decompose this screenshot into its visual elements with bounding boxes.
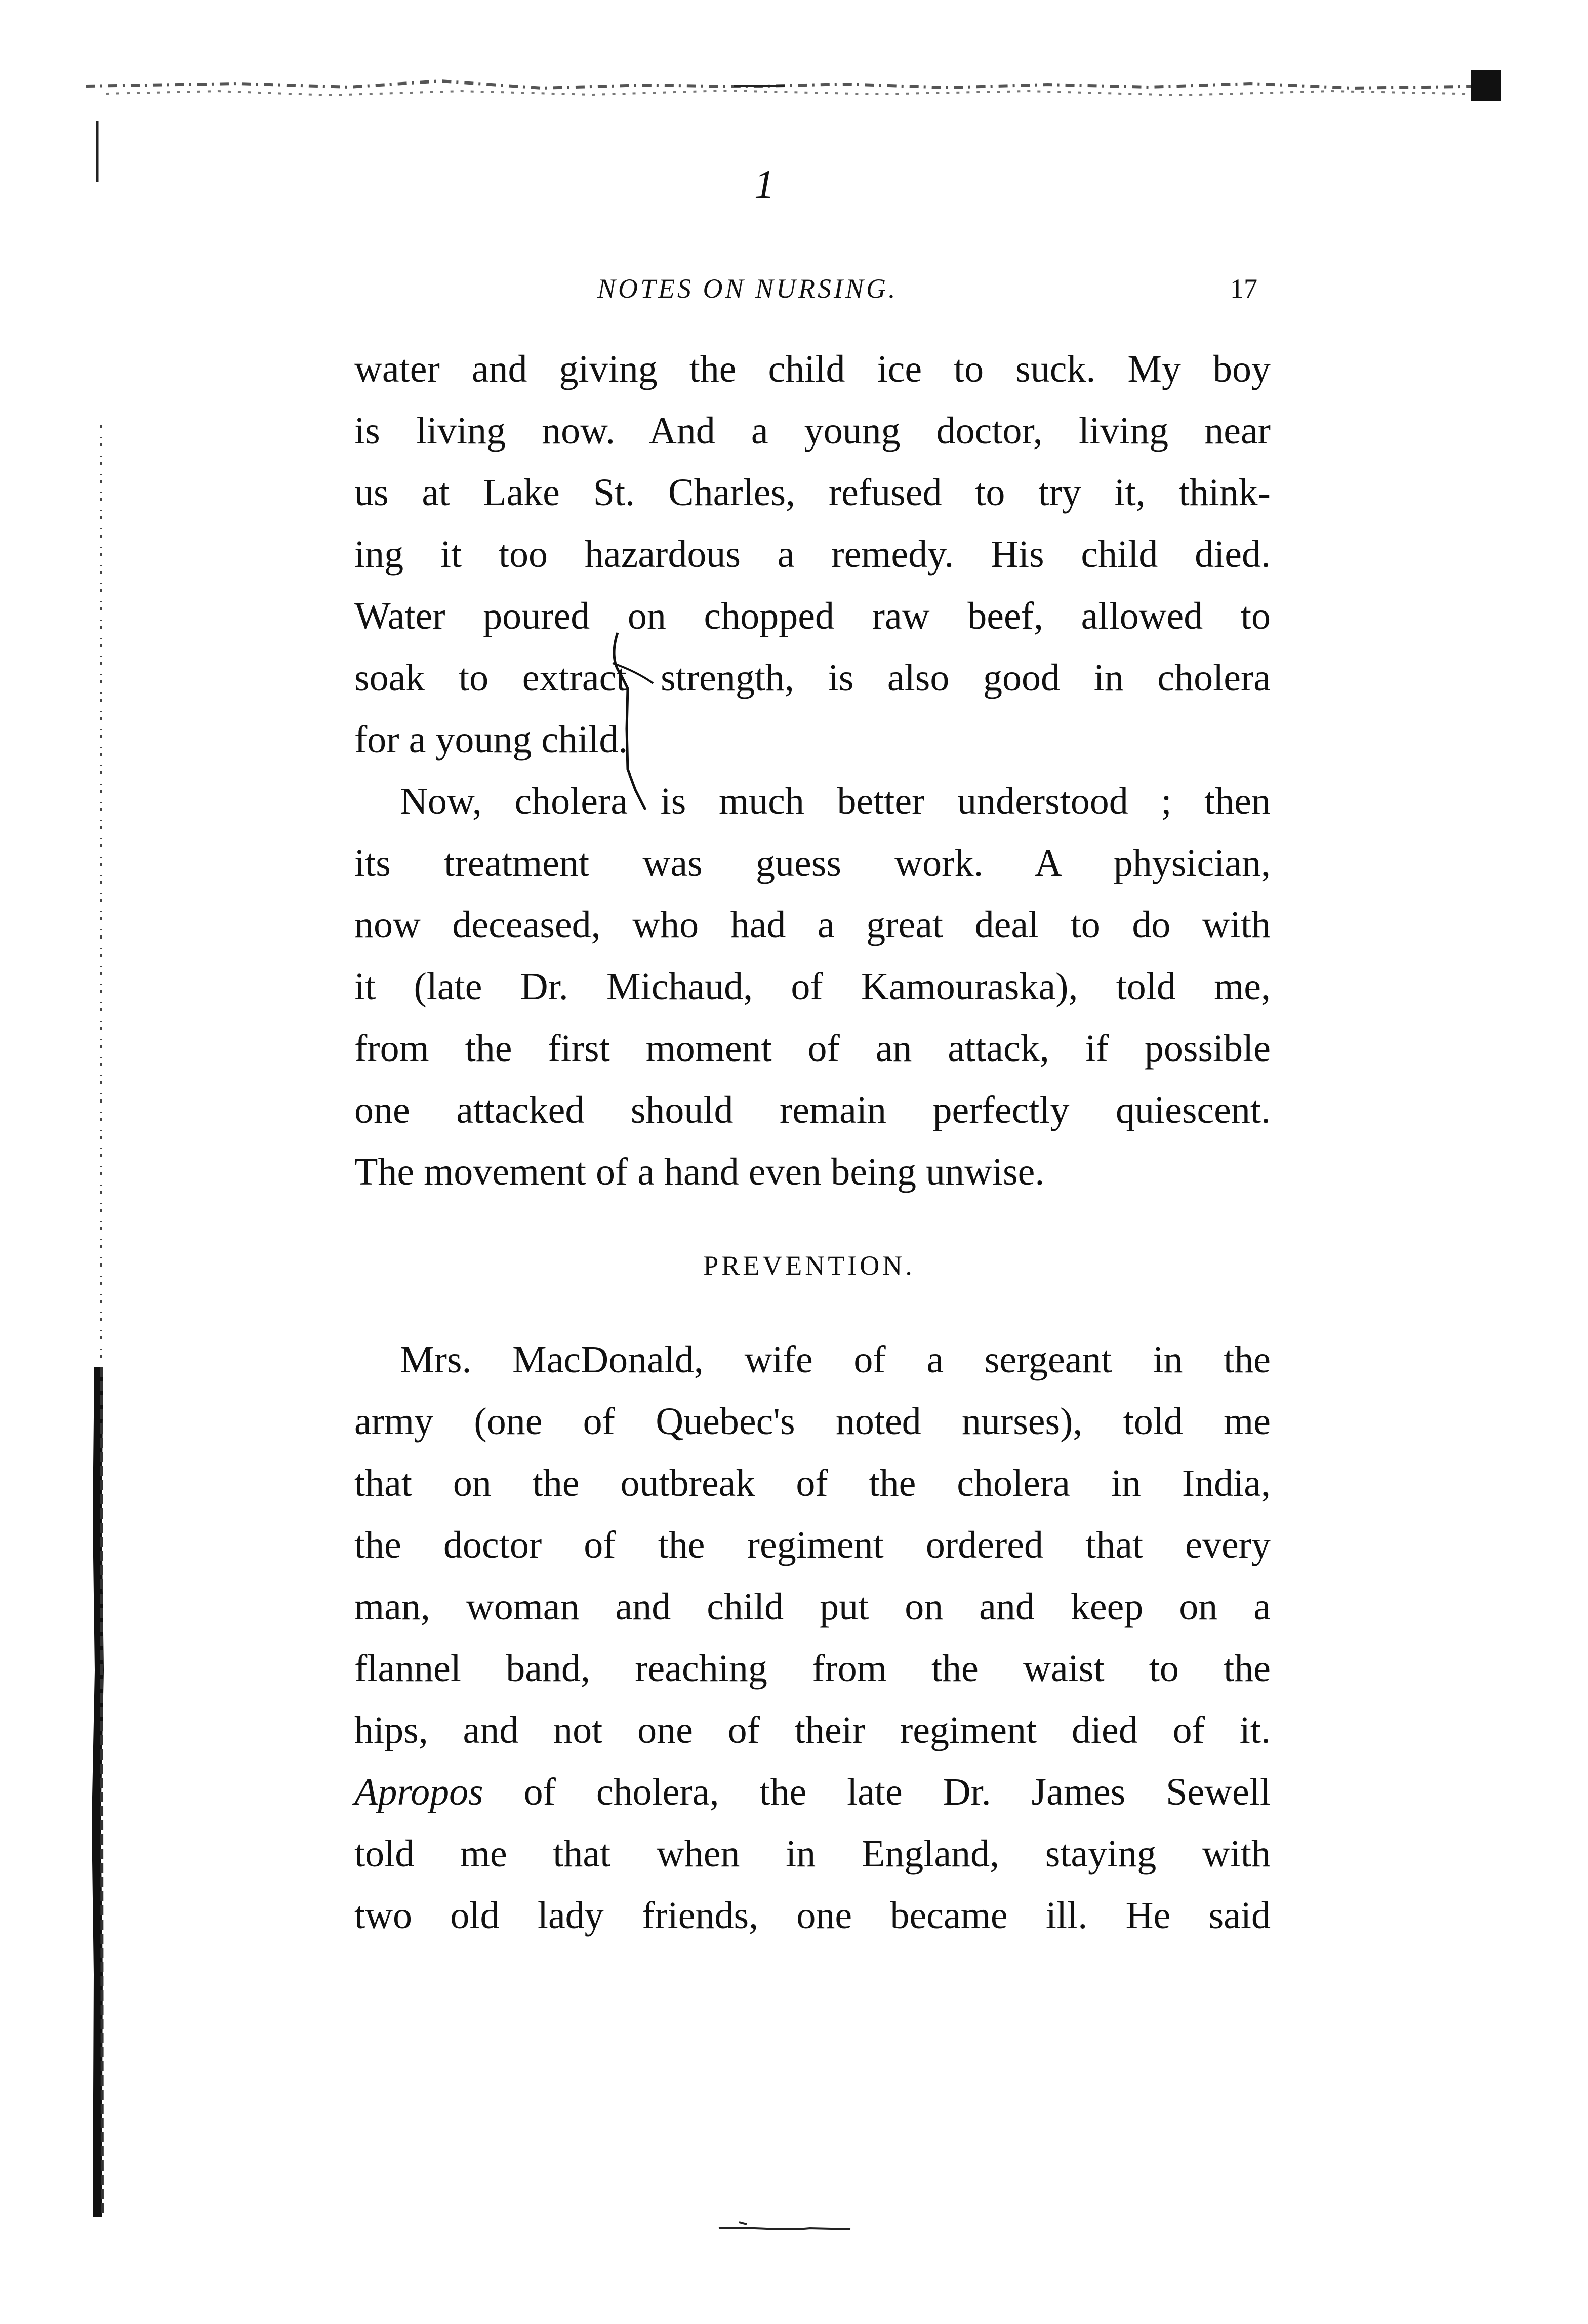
running-head bbox=[0, 268, 1588, 309]
text-line: hips, and not one of their regiment died of it. bbox=[354, 1709, 1271, 1751]
text-line: ing it too hazardous a remedy. His child died. bbox=[354, 533, 1271, 576]
page-number: 17 bbox=[1230, 273, 1257, 304]
text-line-apropos bbox=[354, 1761, 1271, 1823]
apropos-rest: of cholera, the late Dr. James Sewell bbox=[483, 1771, 1271, 1813]
text-line: told me that when in England, staying with bbox=[354, 1832, 1271, 1875]
text-line: now deceased, who had a great deal to do with bbox=[354, 904, 1271, 946]
body-text-bottom bbox=[354, 1329, 1271, 1946]
folio-mark: 1 bbox=[754, 162, 775, 207]
section-heading bbox=[0, 1245, 1588, 1286]
scan-artifact-block bbox=[1471, 70, 1501, 101]
text-line: Water poured on chopped raw beef, allowed to bbox=[354, 595, 1271, 637]
text-line: for a young child. bbox=[354, 718, 628, 761]
text-line: soak to extract strength, is also good in cholera bbox=[354, 657, 1271, 699]
scan-noise-bottom bbox=[709, 2217, 861, 2237]
text-line: army (one of Quebec's noted nurses), told me bbox=[354, 1400, 1271, 1443]
text-line: from the first moment of an attack, if possible bbox=[354, 1027, 1271, 1070]
text-line: flannel band, reaching from the waist to the bbox=[354, 1647, 1271, 1690]
pen-mark bbox=[597, 628, 658, 815]
body-text-top bbox=[354, 338, 1271, 1203]
scan-noise-top bbox=[86, 66, 1498, 101]
text-line: water and giving the child ice to suck. My boy bbox=[354, 348, 1271, 390]
text-line: its treatment was guess work. A physician, bbox=[354, 842, 1271, 884]
binding-edge bbox=[86, 1367, 111, 2217]
text-line: man, woman and child put on and keep on a bbox=[354, 1585, 1271, 1628]
text-line: Mrs. MacDonald, wife of a sergeant in the bbox=[400, 1338, 1271, 1381]
text-line: two old lady friends, one became ill. He said bbox=[354, 1894, 1271, 1937]
text-line: is living now. And a young doctor, living near bbox=[354, 410, 1271, 452]
section-heading-text: PREVENTION. bbox=[703, 1250, 915, 1281]
text-line: Now, cholera is much better understood ; then bbox=[400, 780, 1271, 823]
text-line: The movement of a hand even being unwise. bbox=[354, 1151, 1045, 1193]
text-line: it (late Dr. Michaud, of Kamouraska), told me, bbox=[354, 965, 1271, 1008]
text-line: that on the outbreak of the cholera in India, bbox=[354, 1462, 1271, 1504]
running-title: NOTES ON NURSING. bbox=[597, 273, 898, 304]
text-line: the doctor of the regiment ordered that every bbox=[354, 1524, 1271, 1566]
apropos-italic: Apropos bbox=[354, 1771, 483, 1813]
text-line: us at Lake St. Charles, refused to try it, think- bbox=[354, 471, 1271, 514]
text-line: one attacked should remain perfectly quiescent. bbox=[354, 1089, 1271, 1131]
